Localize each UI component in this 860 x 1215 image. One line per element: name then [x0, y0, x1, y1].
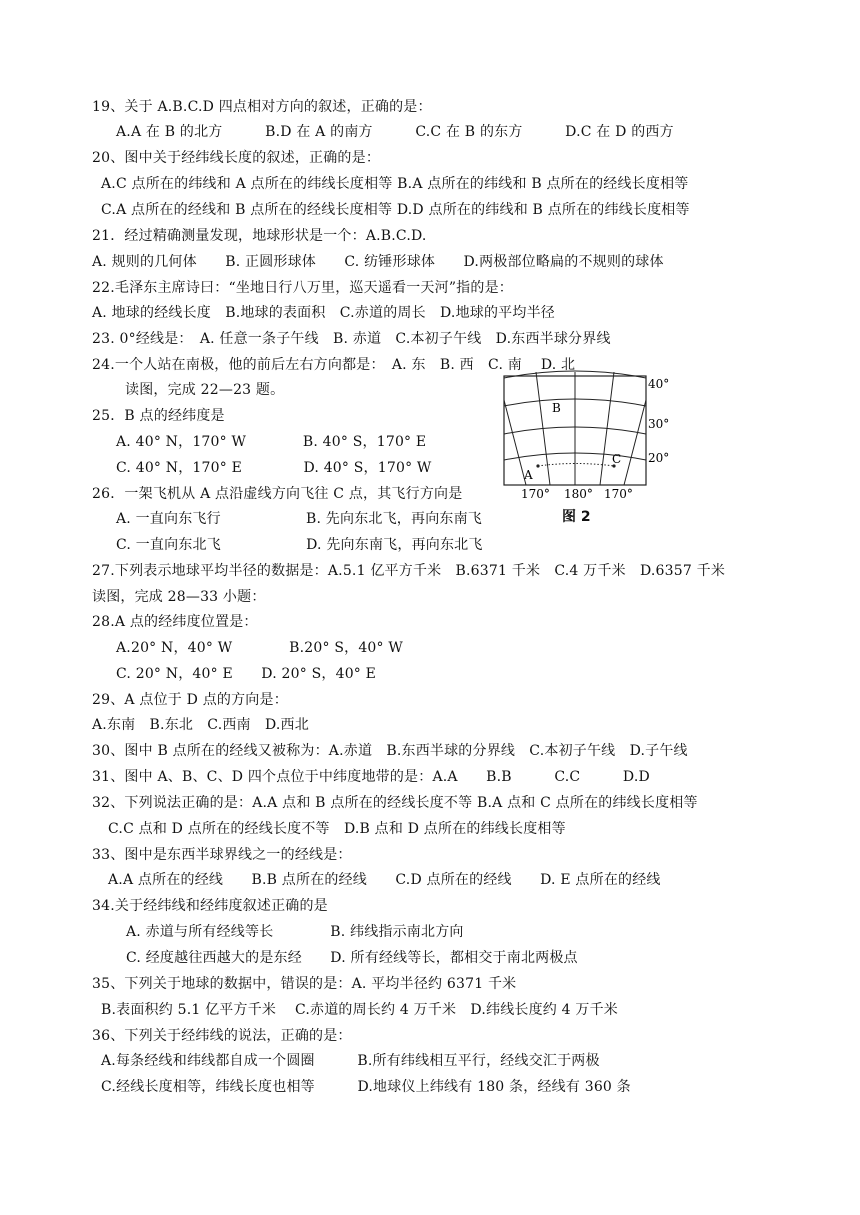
text-line: 23. 0°经线是： A. 任意一条子午线 B. 赤道 C.本初子午线 D.东西半球分界线 [92, 331, 611, 347]
meridian-w1 [504, 400, 526, 485]
text-line: C.经线长度相等，纬线长度也相等 D.地球仪上纬线有 180 条，经线有 360 条 [101, 1079, 631, 1095]
figure-caption: 图 2 [562, 509, 591, 525]
text-line: 31、图中 A、B、C、D 四个点位于中纬度地带的是：A.A B.B C.C D.D [92, 769, 650, 785]
text-line: A.A 在 B 的北方 B.D 在 A 的南方 C.C 在 B 的东方 D.C 在 D 的西方 [116, 124, 674, 140]
lon-label-right: 170° [604, 487, 633, 501]
text-line: C.C 点和 D 点所在的经线长度不等 D.B 点和 D 点所在的纬线长度相等 [108, 821, 566, 837]
text-line: A. 一直向东飞行 B. 先向东北飞，再向东南飞 [116, 511, 482, 527]
lat-label-20: 20° [648, 451, 670, 465]
label-c: C [612, 452, 622, 466]
text-line: 36、下列关于经纬线的说法，正确的是： [92, 1028, 352, 1044]
meridian-e2 [624, 400, 646, 485]
text-line: B.表面积约 5.1 亿平方千米 C.赤道的周长约 4 万千米 D.纬线长度约 4 万千米 [101, 1002, 619, 1018]
text-line: 32、下列说法正确的是：A.A 点和 B 点所在的经线长度不等 B.A 点和 C 点所在的纬线长度相等 [92, 795, 698, 811]
text-line: 27.下列表示地球平均半径的数据是：A.5.1 亿平方千米 B.6371 千米 C.4 万千米 D.6357 千米 [92, 563, 726, 579]
text-line: 25．B 点的经纬度是 [92, 408, 225, 424]
lon-label-left: 170° [521, 487, 550, 501]
text-line: C. 20° N，40° E D. 20° S，40° E [116, 666, 377, 682]
text-line: A. 赤道与所有经线等长 B. 纬线指示南北方向 [126, 924, 464, 940]
text-line: 24.一个人站在南极，他的前后左右方向都是： A. 东 B. 西 C. 南 D. 北 [92, 357, 576, 373]
text-line: 30、图中 B 点所在的经线又被称为：A.赤道 B.东西半球的分界线 C.本初子午线 D.子午线 [92, 743, 688, 759]
latitude-longitude-figure [496, 372, 670, 532]
text-line: C. 40° N，170° E D. 40° S，170° W [116, 460, 432, 476]
label-b: B [552, 401, 561, 415]
text-line: 26．一架飞机从 A 点沿虚线方向飞往 C 点，其飞行方向是 [92, 486, 463, 502]
text-line: A. 地球的经线长度 B.地球的表面积 C.赤道的周长 D.地球的平均半径 [92, 305, 555, 321]
text-line: 28.A 点的经纬度位置是： [92, 614, 258, 630]
text-line: 33、图中是东西半球界线之一的经线是： [92, 847, 352, 863]
text-line: 21．经过精确测量发现，地球形状是一个：A.B.C.D. [92, 228, 427, 244]
text-line: C.A 点所在的经线和 B 点所在的经线长度相等 D.D 点所在的纬线和 B 点所在的纬线长度相等 [101, 202, 690, 218]
text-line: A.C 点所在的纬线和 A 点所在的纬线长度相等 B.A 点所在的纬线和 B 点所在的经线长度相等 [101, 176, 689, 192]
text-line: 20、图中关于经纬线长度的叙述，正确的是： [92, 150, 381, 166]
text-line: 读图，完成 28—33 小题： [92, 589, 266, 605]
text-line: 29、A 点位于 D 点的方向是： [92, 692, 288, 708]
lat-label-40: 40° [648, 377, 670, 391]
text-line: A.每条经线和纬线都自成一个圆圈 B.所有纬线相互平行，经线交汇于两极 [101, 1053, 600, 1069]
lat-label-30: 30° [648, 417, 670, 431]
lon-label-center: 180° [564, 487, 593, 501]
label-a: A [524, 468, 533, 482]
text-line: C. 一直向东北飞 D. 先向东南飞，再向东北飞 [116, 537, 483, 553]
text-line: A. 规则的几何体 B. 正圆形球体 C. 纺锤形球体 D.两极部位略扁的不规则的球体 [92, 254, 664, 270]
text-line: 19、关于 A.B.C.D 四点相对方向的叙述，正确的是： [92, 99, 432, 115]
text-line: A.A 点所在的经线 B.B 点所在的经线 C.D 点所在的经线 D. E 点所在的经线 [108, 872, 661, 888]
text-line: A.东南 B.东北 C.西南 D.西北 [92, 717, 309, 733]
graticule-map [496, 372, 670, 504]
text-line: 34.关于经纬线和经纬度叙述正确的是 [92, 898, 328, 914]
text-line: 35、下列关于地球的数据中，错误的是：A. 平均半径约 6371 千米 [92, 976, 517, 992]
text-line: C. 经度越往西越大的是东经 D. 所有经线等长，都相交于南北两极点 [126, 950, 578, 966]
text-line: A. 40° N，170° W B. 40° S，170° E [116, 434, 427, 450]
point-a [536, 464, 539, 467]
text-line: 读图，完成 22—23 题。 [125, 382, 285, 398]
text-line: A.20° N，40° W B.20° S，40° W [116, 640, 403, 656]
text-line: 22.毛泽东主席诗曰：“坐地日行八万里，巡天遥看一天河”指的是： [92, 280, 513, 296]
